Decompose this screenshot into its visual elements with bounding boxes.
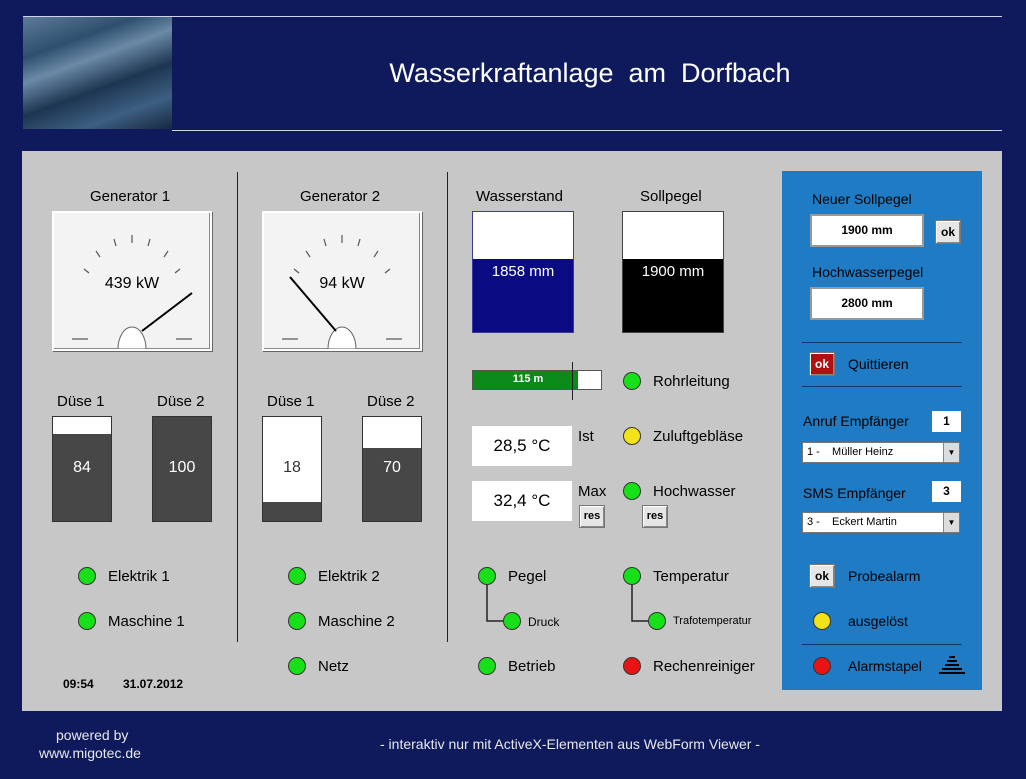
bar-marker xyxy=(572,362,573,400)
sollpegel-tank xyxy=(622,211,724,333)
betrieb-label: Betrieb xyxy=(508,658,556,675)
pegel-led xyxy=(478,567,496,585)
quittieren-button[interactable]: ok xyxy=(809,352,835,376)
chevron-down-icon[interactable]: ▼ xyxy=(943,513,959,532)
hochwasserpegel-label: Hochwasserpegel xyxy=(812,264,924,280)
clock-time: 09:54 xyxy=(63,677,94,691)
sms-select[interactable] xyxy=(802,512,960,533)
clock-date: 31.07.2012 xyxy=(123,677,184,691)
gen1-duese2-value: 100 xyxy=(168,459,196,476)
alarmstapel-label: Alarmstapel xyxy=(848,658,922,674)
gen2-duese2-tank xyxy=(362,416,422,522)
zuluft-led xyxy=(623,427,641,445)
temperatur-label: Temperatur xyxy=(653,568,729,585)
sidebar-separator xyxy=(802,644,962,645)
gen2-duese2-label: Düse 2 xyxy=(367,393,415,410)
generator1-title: Generator 1 xyxy=(90,188,171,205)
wasserstand-tank xyxy=(472,211,574,333)
gen1-duese1-value: 84 xyxy=(73,459,91,476)
rohrleitung-label: Rohrleitung xyxy=(653,373,730,390)
maschine2-label: Maschine 2 xyxy=(318,613,395,630)
rechenreiniger-led xyxy=(623,657,641,675)
trafo-label: Trafotemperatur xyxy=(673,615,752,627)
neuer-sollpegel-label: Neuer Sollpegel xyxy=(812,191,912,207)
water-photo xyxy=(23,17,172,129)
sollpegel-ok-button[interactable]: ok xyxy=(935,220,961,244)
sms-label: SMS Empfänger xyxy=(803,485,906,501)
gen1-duese1-tank xyxy=(52,416,112,522)
sollpegel-value: 1900 mm xyxy=(641,263,705,280)
sidebar-separator xyxy=(802,342,962,343)
page-title: Wasserkraftanlage am Dorfbach xyxy=(389,58,791,88)
hochwasser-led xyxy=(623,482,641,500)
wasserstand-value: 1858 mm xyxy=(491,263,555,280)
netz-led xyxy=(288,657,306,675)
gen2-duese1-label: Düse 1 xyxy=(267,393,315,410)
generator2-title: Generator 2 xyxy=(300,188,381,205)
wasserstand-label: Wasserstand xyxy=(476,188,563,205)
sollpegel-label: Sollpegel xyxy=(640,188,702,205)
elektrik1-label: Elektrik 1 xyxy=(108,568,170,585)
maschine1-label: Maschine 1 xyxy=(108,613,185,630)
generator1-power: 439 kW xyxy=(104,275,160,292)
reset-max-button[interactable]: res xyxy=(579,505,605,528)
sidebar-separator xyxy=(802,386,962,387)
gen2-duese1-tank xyxy=(262,416,322,522)
divider-1 xyxy=(237,172,238,642)
sms-count[interactable]: 3 xyxy=(932,481,961,502)
maschine1-led xyxy=(78,612,96,630)
quittieren-label: Quittieren xyxy=(848,356,909,372)
ausgeloest-label: ausgelöst xyxy=(848,613,908,629)
alarmstapel-led xyxy=(813,657,831,675)
ist-label: Ist xyxy=(578,428,594,445)
temp-max-value: 32,4 °C xyxy=(472,481,572,521)
chevron-down-icon[interactable]: ▼ xyxy=(943,443,959,462)
generator2-power: 94 kW xyxy=(319,275,365,292)
alarm-stack-icon[interactable] xyxy=(939,655,965,677)
elektrik1-led xyxy=(78,567,96,585)
anruf-label: Anruf Empfänger xyxy=(803,413,909,429)
temperatur-led xyxy=(623,567,641,585)
reset-hochwasser-button[interactable]: res xyxy=(642,505,668,528)
trafo-led xyxy=(648,612,666,630)
tank-empty-part xyxy=(363,417,421,448)
probealarm-label: Probealarm xyxy=(848,568,921,584)
gen2-duese1-value: 18 xyxy=(283,459,301,476)
betrieb-led xyxy=(478,657,496,675)
netz-label: Netz xyxy=(318,658,349,675)
temp-ist-value: 28,5 °C xyxy=(472,426,572,466)
gen1-duese1-label: Düse 1 xyxy=(57,393,105,410)
gen1-duese2-tank xyxy=(152,416,212,522)
ausgeloest-led xyxy=(813,612,831,630)
zuluft-label: Zuluftgebläse xyxy=(653,428,744,445)
max-label: Max xyxy=(578,483,607,500)
probealarm-button[interactable]: ok xyxy=(809,564,835,588)
powered-by: powered by xyxy=(56,727,129,743)
neuer-sollpegel-input[interactable]: 1900 mm xyxy=(810,214,924,247)
anruf-count[interactable]: 1 xyxy=(932,411,961,432)
footer-note: - interaktiv nur mit ActiveX-Elementen aus WebForm Viewer - xyxy=(380,736,760,752)
elektrik2-led xyxy=(288,567,306,585)
druck-label: Druck xyxy=(528,615,560,629)
sms-selected: 3 - Eckert Martin xyxy=(807,516,897,528)
tank-empty-part xyxy=(473,212,573,259)
divider-2 xyxy=(447,172,448,642)
header-bottom-line xyxy=(172,130,1002,131)
anruf-select[interactable] xyxy=(802,442,960,463)
rohrleitung-bar xyxy=(472,370,602,390)
druck-led xyxy=(503,612,521,630)
generator1-gauge xyxy=(52,211,212,351)
rohrleitung-bar-value: 115 m xyxy=(512,373,544,385)
pegel-label: Pegel xyxy=(508,568,547,585)
hochwasser-label: Hochwasser xyxy=(653,483,736,500)
gen1-duese2-label: Düse 2 xyxy=(157,393,205,410)
maschine2-led xyxy=(288,612,306,630)
rechenreiniger-label: Rechenreiniger xyxy=(653,658,755,675)
migotec-link[interactable]: www.migotec.de xyxy=(39,745,141,761)
tank-empty-part xyxy=(53,417,111,434)
generator2-gauge xyxy=(262,211,422,351)
hochwasserpegel-input[interactable]: 2800 mm xyxy=(810,287,924,320)
tank-empty-part xyxy=(623,212,723,259)
rohrleitung-led xyxy=(623,372,641,390)
gen2-duese2-value: 70 xyxy=(383,459,401,476)
anruf-selected: 1 - Müller Heinz xyxy=(807,446,894,458)
elektrik2-label: Elektrik 2 xyxy=(318,568,380,585)
